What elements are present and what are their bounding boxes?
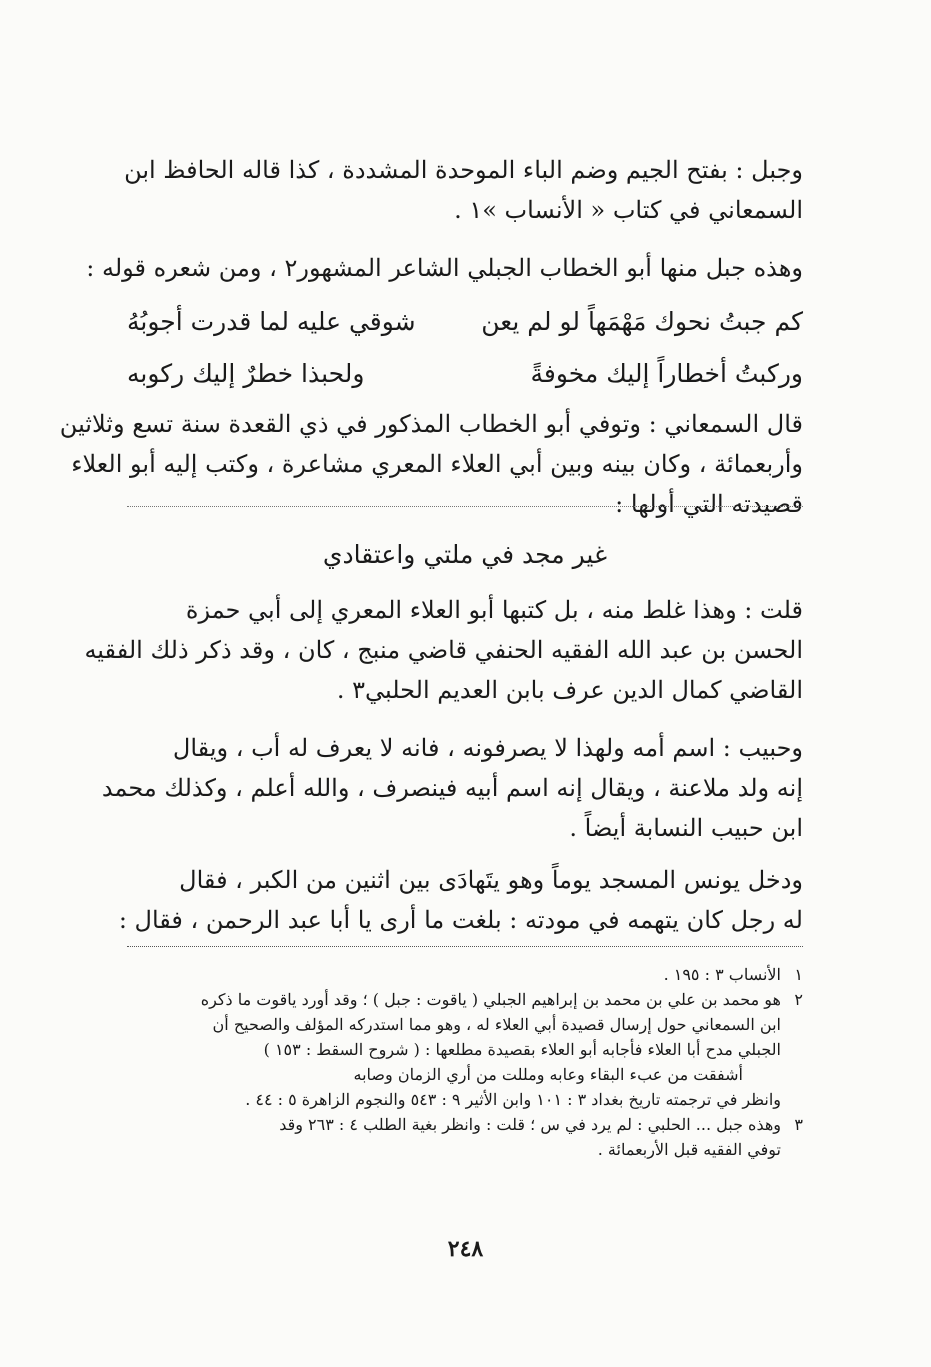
text-line: قصيدته التي أولها : — [615, 490, 803, 518]
text-line: القاضي كمال الدين عرف بابن العديم الحلبي٣ . — [336, 676, 803, 704]
footnote-3-line: توفي الفقيه قبل الأربعمائة . — [597, 1140, 781, 1159]
footnote-2 — [127, 987, 803, 1012]
poem-verses — [127, 296, 803, 400]
paragraph-jabal-definition — [124, 150, 803, 230]
footnote-number: ١ — [794, 965, 803, 984]
footnote-2-verse: أشفقت من عبء البقاء وعابه ومللت من أري الزمان وصابه — [353, 1065, 743, 1084]
footnote-1 — [127, 962, 803, 987]
poem-opening-line: غير مجد في ملتي واعتقادي — [322, 540, 608, 569]
footnote-number: ٢ — [794, 990, 803, 1009]
paragraph-yunus-mosque — [118, 860, 803, 940]
verse-second-hemistich: ولحبذا خطرٌ إليك ركوبه — [127, 359, 365, 388]
text-line: قال السمعاني : وتوفي أبو الخطاب المذكور في ذي القعدة سنة تسع وثلاثين — [59, 410, 803, 438]
text-line: ابن حبيب النسابة أيضاً . — [569, 814, 803, 842]
verse-line — [127, 296, 803, 348]
text-line: وجبل : بفتح الجيم وضم الباء الموحدة المشددة ، كذا قاله الحافظ ابن — [124, 156, 803, 184]
text-line: قلت : وهذا غلط منه ، بل كتبها أبو العلاء المعري إلى أبي حمزة — [185, 596, 803, 624]
text-line: إنه ولد ملاعنة ، ويقال إنه اسم أبيه فينصرف ، والله أعلم ، وكذلك محمد — [101, 774, 803, 802]
paragraph-abu-al-khattab — [86, 248, 803, 288]
dotted-divider — [127, 506, 803, 507]
verse-first-hemistich: وركبتُ أخطاراً إليك مخوفةً — [530, 359, 803, 388]
text-line: وحبيب : اسم أمه ولهذا لا يصرفونه ، فانه لا يعرف له أب ، ويقال — [172, 734, 803, 762]
footnote-text: وهذه جبل ... الحلبي : لم يرد في س ؛ قلت : وانظر بغية الطلب ٤ : ٢٦٣ وقد — [279, 1115, 781, 1134]
text-line: السمعاني في كتاب « الأنساب »١ . — [454, 196, 803, 224]
footnote-number: ٣ — [794, 1115, 803, 1134]
text-line: الحسن بن عبد الله الفقيه الحنفي قاضي منبج ، كان ، وقد ذكر ذلك الفقيه — [84, 636, 803, 664]
footnote-2-line: الجبلي مدح أبا العلاء فأجابه أبو العلاء بقصيدة مطلعها : ( شروح السقط : ١٥٣ ) — [263, 1040, 781, 1059]
footnote-text: هو محمد بن علي بن محمد بن إبراهيم الجبلي ( ياقوت : جبل ) ؛ وقد أورد ياقوت ما ذكره — [200, 990, 781, 1009]
text-line: وأربعمائة ، وكان بينه وبين أبي العلاء المعري مشاعرة ، وكتب إليه أبو العلاء — [71, 450, 803, 478]
paragraph-correction — [84, 590, 803, 710]
text-line: ودخل يونس المسجد يوماً وهو يتَهادَى بين اثنين من الكبر ، فقال — [179, 866, 803, 894]
footnotes — [127, 962, 803, 1162]
page-number: ٢٤٨ — [447, 1236, 484, 1262]
paragraph-habib — [101, 728, 803, 848]
verse-first-hemistich: كم جبتُ نحوك مَهْمَهاً لو لم يعن — [481, 307, 803, 336]
footnote-text: الأنساب ٣ : ١٩٥ . — [663, 965, 781, 984]
text-line: له رجل كان يتهمه في مودته : بلغت ما أرى يا أبا عبد الرحمن ، فقال : — [118, 906, 803, 934]
verse-second-hemistich: شوقي عليه لما قدرت أجوبُهُ — [127, 307, 416, 336]
verse-line — [127, 348, 803, 400]
footnote-3 — [127, 1112, 803, 1137]
footnote-separator — [127, 946, 803, 947]
footnote-2-line: وانظر في ترجمته تاريخ بغداد ٣ : ١٠١ وابن الأثير ٩ : ٥٤٣ والنجوم الزاهرة ٥ : ٤٤ . — [245, 1090, 781, 1109]
text-line: وهذه جبل منها أبو الخطاب الجبلي الشاعر المشهور٢ ، ومن شعره قوله : — [86, 254, 803, 282]
footnote-2-line: ابن السمعاني حول إرسال قصيدة أبي العلاء له ، وهو مما استدركه المؤلف والصحيح أن — [212, 1015, 781, 1034]
